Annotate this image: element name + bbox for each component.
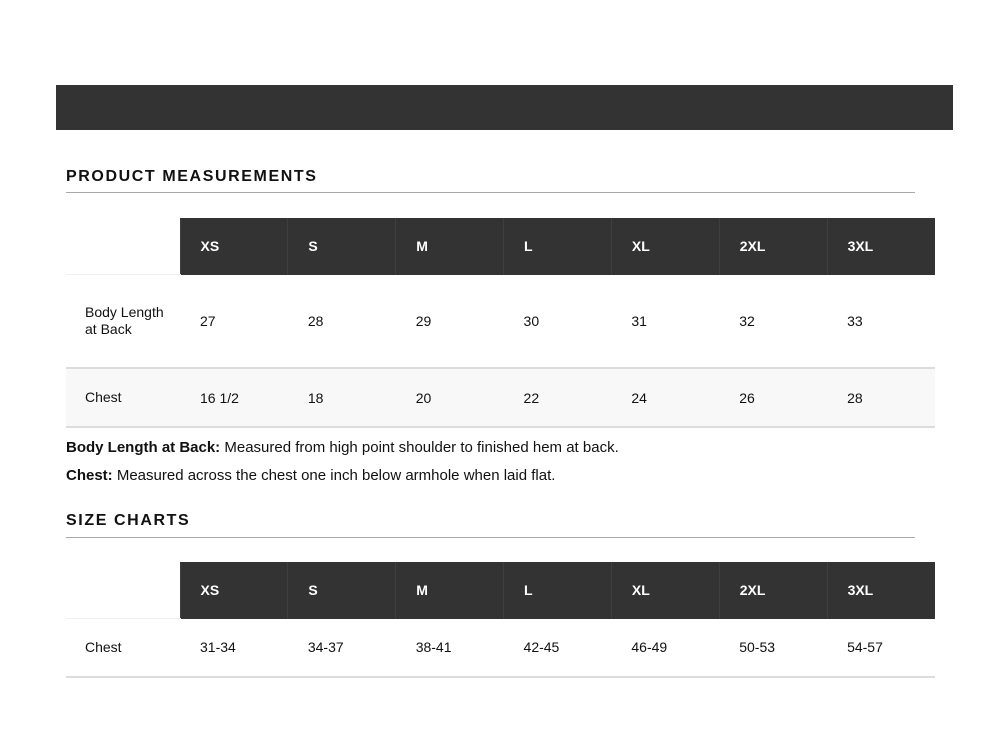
table-cell: 28 — [288, 275, 396, 369]
table-cell: 28 — [827, 368, 935, 427]
size-header-m: M — [396, 218, 504, 275]
top-banner-bar — [56, 85, 953, 130]
size-header-l: L — [504, 218, 612, 275]
note-term: Body Length at Back: — [66, 439, 221, 456]
size-header-xl: XL — [611, 562, 719, 619]
table-cell: 32 — [719, 275, 827, 369]
table-cell: 38-41 — [396, 619, 504, 678]
table-cell: 30 — [504, 275, 612, 369]
size-charts-divider — [66, 537, 915, 538]
note-body-length — [66, 439, 619, 457]
table-header-row — [66, 218, 935, 275]
table-cell: 16 1/2 — [180, 368, 288, 427]
table-cell: 31-34 — [180, 619, 288, 678]
table-row — [66, 275, 935, 369]
table-cell: 46-49 — [611, 619, 719, 678]
table-cell: 26 — [719, 368, 827, 427]
size-header-s: S — [288, 562, 396, 619]
size-header-s: S — [288, 218, 396, 275]
size-header-2xl: 2XL — [719, 562, 827, 619]
size-header-xs: XS — [180, 562, 288, 619]
note-text: Measured across the chest one inch below armhole when laid flat. — [112, 467, 556, 484]
size-header-2xl: 2XL — [719, 218, 827, 275]
note-text: Measured from high point shoulder to finished hem at back. — [220, 439, 619, 456]
table-cell: 18 — [288, 368, 396, 427]
table-header-row — [66, 562, 935, 619]
table-cell: 24 — [611, 368, 719, 427]
size-header-m: M — [396, 562, 504, 619]
product-measurements-divider — [66, 192, 915, 193]
table-cell: 50-53 — [719, 619, 827, 678]
size-header-xl: XL — [611, 218, 719, 275]
size-header-l: L — [504, 562, 612, 619]
table-cell: 34-37 — [288, 619, 396, 678]
table-cell: 29 — [396, 275, 504, 369]
table-cell: 54-57 — [827, 619, 935, 678]
size-header-3xl: 3XL — [827, 562, 935, 619]
product-measurements-table — [66, 218, 935, 428]
row-label-body-length: Body Length at Back — [66, 275, 180, 369]
product-measurements-title: PRODUCT MEASUREMENTS — [66, 168, 318, 185]
table-cell: 42-45 — [504, 619, 612, 678]
size-header-3xl: 3XL — [827, 218, 935, 275]
table-cell: 31 — [611, 275, 719, 369]
table-cell: 27 — [180, 275, 288, 369]
table-corner-cell — [66, 218, 180, 275]
row-label-chest: Chest — [66, 619, 180, 678]
table-corner-cell — [66, 562, 180, 619]
table-cell: 20 — [396, 368, 504, 427]
size-charts-title: SIZE CHARTS — [66, 512, 191, 529]
table-row — [66, 368, 935, 427]
note-chest — [66, 467, 555, 485]
row-label-chest: Chest — [66, 368, 180, 427]
table-cell: 22 — [504, 368, 612, 427]
size-charts-table — [66, 562, 935, 678]
note-term: Chest: — [66, 467, 113, 484]
table-cell: 33 — [827, 275, 935, 369]
size-header-xs: XS — [180, 218, 288, 275]
table-row — [66, 619, 935, 678]
